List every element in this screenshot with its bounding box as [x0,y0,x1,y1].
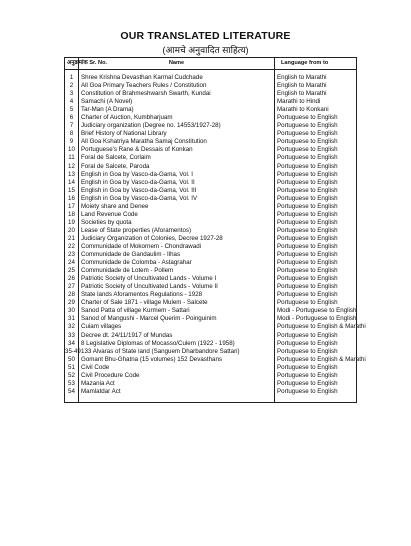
row-language: English to Marathi [275,82,357,90]
row-number: 14 [65,179,79,187]
row-number: 16 [65,195,79,203]
row-name: Samachi (A Novel) [79,98,275,106]
row-number: 28 [65,291,79,299]
row-language: Portuguese to English [275,251,357,259]
row-name: Decree dt. 24/11/1917 of Mundas [79,332,275,340]
table-row [65,179,357,187]
row-language: Marathi to Hindi [275,98,357,106]
row-language: Portuguese to English [275,380,357,388]
table-row [65,315,357,323]
row-language: Modi - Portuguese to English [275,307,357,315]
table-row [65,138,357,146]
row-name: Portuguese's Rane & Dessais of Konkan [79,146,275,154]
row-language: Portuguese to English [275,122,357,130]
row-language: Portuguese to English [275,340,357,348]
table-row [65,307,357,315]
table-body [65,70,366,403]
row-name: Communidade de Lotem - Pollem [79,267,275,275]
row-language: Portuguese to English [275,291,357,299]
row-number: 50 [65,356,79,364]
row-language: Portuguese to English [275,283,357,291]
row-number: 4 [65,98,79,106]
row-name: Patriotic Society of Uncultivated Lands - Volume II [79,283,275,291]
table-row [65,291,357,299]
row-name: Foral de Salcete, Corlaim [79,154,275,162]
row-language: Portuguese to English [275,275,357,283]
literature-table [64,57,366,403]
row-number: 7 [65,122,79,130]
row-name: Communidade of Mokornem - Chondrawadi [79,243,275,251]
row-name: English in Goa by Vasco-da-Gama, Vol. IV [79,195,275,203]
row-language: Portuguese to English & Marathi [275,323,357,331]
row-number: 8 [65,130,79,138]
row-number: 20 [65,227,79,235]
row-language: Portuguese to English [275,364,357,372]
row-name: Charter of Auction, Kumbharjuam [79,114,275,122]
row-name: Societies by quota [79,219,275,227]
row-language: Portuguese to English [275,203,357,211]
table-row [65,235,357,243]
table-row [65,130,357,138]
row-name: State lands Aforamentos Regulations - 1928 [79,291,275,299]
row-number: 19 [65,219,79,227]
row-number: 2 [65,82,79,90]
header-name: Name [79,58,275,70]
row-number: 22 [65,243,79,251]
row-name: Land Revenue Code [79,211,275,219]
row-number: 35-49 [65,347,81,355]
row-language: Portuguese to English [275,259,357,267]
row-number: 3 [65,90,79,98]
row-language: Portuguese to English [275,227,357,235]
row-number: 30 [65,307,79,315]
row-language: Portuguese to English [275,388,357,396]
row-number: 17 [65,203,79,211]
row-number: 11 [65,154,79,162]
row-name: Charter of Sale 1871 - village Mulem - Salcete [79,299,275,307]
row-language: Portuguese to English [275,130,357,138]
table-row [65,163,357,171]
row-name: Gomant Bhu-Ghatna (15 volumes) 152 Devasthans [79,356,275,364]
table-row [65,380,357,388]
row-language: Marathi to Konkani [275,106,357,114]
row-name: Communidade de Gandaulim - Ilhas [79,251,275,259]
row-language: Portuguese to English [275,332,357,340]
row-name: All Goa Kshatriya Maratha Samaj Constitution [79,138,275,146]
row-name: Judiciary Organization of Colonies, Decree 1927-28 [79,235,275,243]
row-name: Tar-Man (A Drama) [79,106,275,114]
header-language: Language from to [275,58,357,70]
table-row [65,122,357,130]
table-row [65,364,357,372]
table-row [65,267,357,275]
table-row [65,98,357,106]
row-number: 15 [65,187,79,195]
row-number: 6 [65,114,79,122]
row-name: Communidade de Colomba - Astagrahar [79,259,275,267]
row-name: Sanod Patta of village Kurmem - Sattari [79,307,275,315]
table-row [65,195,357,203]
table-row [65,187,357,195]
table-row [65,243,357,251]
row-name: Foral de Salcete, Paroda [79,163,275,171]
table-row [65,323,357,331]
row-number: 54 [65,388,79,396]
row-language: Portuguese to English [275,348,357,356]
row-name: Shree Krishna Devasthan Karmal Cudchade [79,74,275,82]
table-row [65,146,357,154]
row-number: 12 [65,163,79,171]
table-row [65,259,357,267]
row-language: Portuguese to English [275,219,357,227]
row-number: 51 [65,364,79,372]
row-number: 9 [65,138,79,146]
table-row [65,283,357,291]
row-name: Moiety share and Denee [79,203,275,211]
row-name: English in Goa by Vasco-da-Gama, Vol. III [79,187,275,195]
table-row [65,203,357,211]
row-language: Portuguese to English [275,211,357,219]
row-number: 13 [65,171,79,179]
table-row [65,388,357,396]
table-header-row [65,58,357,70]
table-row [65,82,357,90]
table-row [65,348,357,356]
row-name: Cuiam villages [79,323,275,331]
row-language: English to Marathi [275,74,357,82]
row-number: 23 [65,251,79,259]
row-name: 133 Alvaras of State land (Sanguem Dharbandore Sattari) [79,348,275,356]
row-language: Portuguese to English [275,243,357,251]
row-number: 53 [65,380,79,388]
table-row [65,90,357,98]
row-number: 34 [65,340,79,348]
row-number: 32 [65,323,79,331]
row-language: Portuguese to English [275,187,357,195]
table-row [65,114,357,122]
row-number: 29 [65,299,79,307]
table-row [65,356,357,364]
row-name: Judiciary organization (Degree no. 14553/1927-28) [79,122,275,130]
row-name: English in Goa by Vasco-da-Gama, Vol. II [79,179,275,187]
row-number: 18 [65,211,79,219]
row-name: Brief History of National Library [79,130,275,138]
row-name: 8 Legislative Diplomas of Mocasso/Culem (1922 - 1958) [79,340,275,348]
row-number: 52 [65,372,79,380]
table-row [65,340,357,348]
row-name: Patriotic Society of Uncultivated Lands - Volume I [79,275,275,283]
row-number: 26 [65,275,79,283]
row-language: Portuguese to English [275,299,357,307]
row-name: Civil Procedure Code [79,372,275,380]
row-number: 5 [65,106,79,114]
row-name: Civil Code [79,364,275,372]
row-number: 21 [65,235,79,243]
table-row [65,251,357,259]
row-language: Portuguese to English [275,154,357,162]
row-language: Portuguese to English [275,179,357,187]
row-name: Mazania Act [79,380,275,388]
table-row [65,74,357,82]
row-language: Portuguese to English & Marathi [275,356,357,364]
row-name: Mamlatdar Act [79,388,275,396]
row-name: Lease of State properties (Aforamentos) [79,227,275,235]
row-language: Modi - Portuguese to English [275,315,357,323]
table-row [65,171,357,179]
row-language: Portuguese to English [275,163,357,171]
row-language: Portuguese to English [275,114,357,122]
table-row [65,211,357,219]
page-subtitle: (आमचे अनुवादित साहित्य) [162,45,249,55]
row-number: 33 [65,332,79,340]
row-number: 10 [65,146,79,154]
row-language: Portuguese to English [275,195,357,203]
table-row [65,219,357,227]
row-name: Sanod of Mangushi - Marcel Querim - Poinguinim [79,315,275,323]
page-title: OUR TRANSLATED LITERATURE [120,30,291,42]
row-number: 31 [65,315,79,323]
row-language: Portuguese to English [275,138,357,146]
row-language: Portuguese to English [275,235,357,243]
table-row [65,299,357,307]
table-row [65,154,357,162]
row-number: 24 [65,259,79,267]
row-number: 1 [65,74,79,82]
row-language: Portuguese to English [275,267,357,275]
table-row [65,106,357,114]
row-name: All Goa Primary Teachers Rules / Constitution [79,82,275,90]
row-number: 25 [65,267,79,275]
table-row [65,275,357,283]
row-language: Portuguese to English [275,171,357,179]
header-sr-no: अनुक्रमांक Sr. No. [65,58,79,70]
row-language: Portuguese to English [275,146,357,154]
row-number: 27 [65,283,79,291]
table-row [65,372,357,380]
row-name: English in Goa by Vasco-da-Gama, Vol. I [79,171,275,179]
row-language: Portuguese to English [275,372,357,380]
table-end-row [65,396,357,403]
row-name: Constitution of Brahmeshwarsh Swarth, Kundai [79,90,275,98]
table-row [65,227,357,235]
table-row [65,332,357,340]
row-language: English to Marathi [275,90,357,98]
